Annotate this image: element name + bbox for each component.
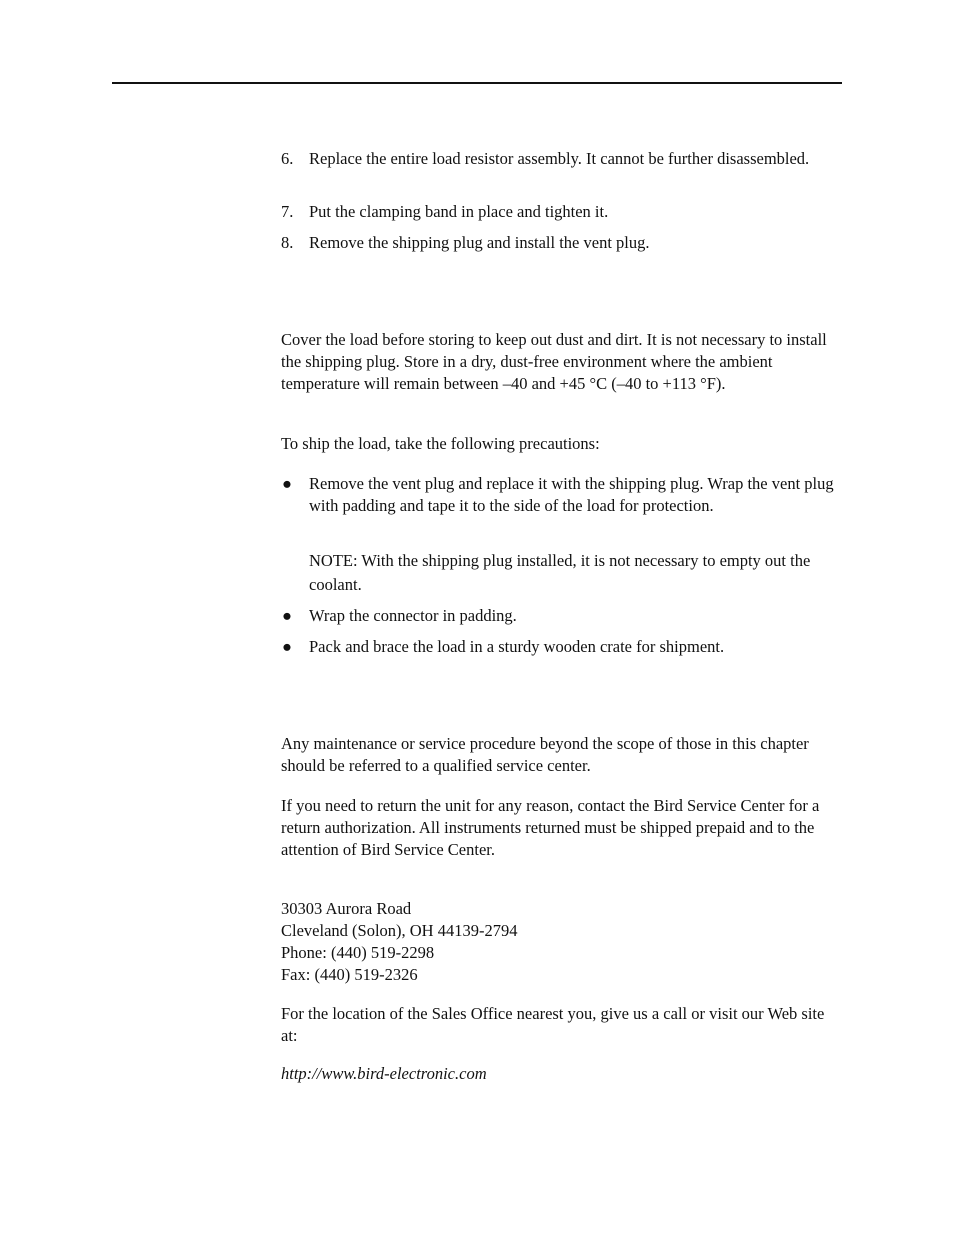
header-rule: [112, 82, 842, 84]
list-item-text: Wrap the connector in padding.: [309, 606, 517, 625]
storage-paragraph: Cover the load before storing to keep out dust and dirt. It is not necessary to install the shipping plug. Store in a dry, dust-free environment where the ambient temperature will remain between –40 and +45 °C (–40 to +113 °F).: [281, 330, 827, 393]
website-link[interactable]: http://www.bird-electronic.com: [281, 1064, 487, 1083]
list-item-text: Pack and brace the load in a sturdy wooden crate for shipment.: [309, 637, 725, 656]
bullet-icon: ●: [282, 606, 292, 625]
ship-intro: To ship the load, take the following precautions:: [281, 434, 600, 453]
sales-paragraph: For the location of the Sales Office nearest you, give us a call or visit our Web site at:: [281, 1004, 825, 1045]
bullet-icon: ●: [282, 474, 292, 493]
list-item-text: Remove the vent plug and replace it with the shipping plug. Wrap the vent plug with padding and tape it to the side of the load for protection.: [309, 474, 834, 515]
address-phone: Phone: (440) 519-2298: [281, 943, 435, 962]
list-item: [281, 636, 841, 658]
step-item: [281, 232, 841, 254]
step-item: [281, 201, 841, 223]
service-paragraph: Any maintenance or service procedure beyond the scope of those in this chapter should be referred to a qualified service center.: [281, 734, 809, 775]
address-block: [281, 898, 841, 986]
step-text: Put the clamping band in place and tighten it.: [309, 202, 609, 221]
list-item: [281, 605, 841, 627]
step-number: 8.: [281, 233, 294, 252]
list-item: [281, 473, 841, 517]
step-number: 6.: [281, 149, 294, 168]
address-city: Cleveland (Solon), OH 44139-2794: [281, 921, 518, 940]
return-paragraph: If you need to return the unit for any reason, contact the Bird Service Center for a return authorization. All instruments returned must be shipped prepaid and to the attention of Bird Service Center.: [281, 796, 820, 859]
address-fax: Fax: (440) 519-2326: [281, 965, 418, 984]
step-item: [281, 148, 841, 170]
step-text: Replace the entire load resistor assembly. It cannot be further disassembled.: [309, 149, 810, 168]
shipping-note: NOTE: With the shipping plug installed, it is not necessary to empty out the coolant.: [309, 551, 811, 594]
step-number: 7.: [281, 202, 294, 221]
address-street: 30303 Aurora Road: [281, 899, 412, 918]
step-text: Remove the shipping plug and install the vent plug.: [309, 233, 650, 252]
bullet-icon: ●: [282, 637, 292, 656]
